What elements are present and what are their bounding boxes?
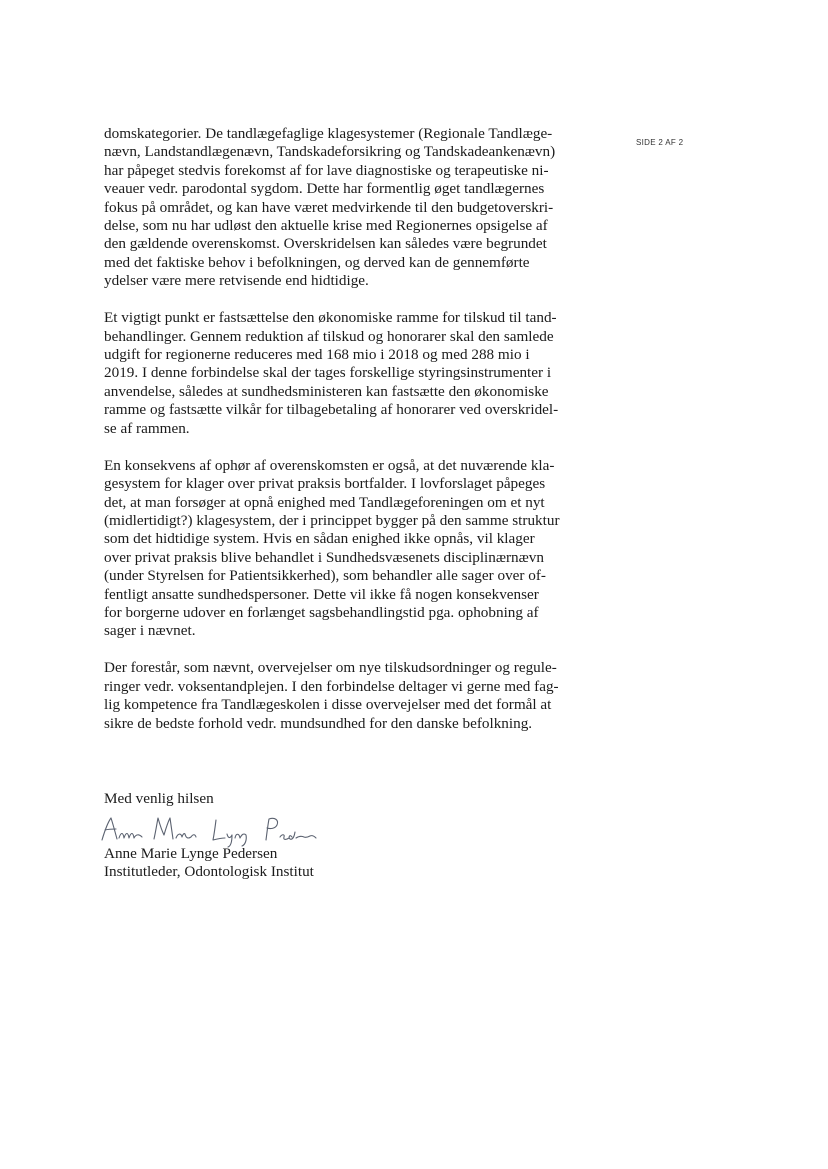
- text-line: 2019. I denne forbindelse skal der tages forskellige styringsinstrumenter i: [104, 364, 552, 382]
- signature-block: [104, 845, 314, 882]
- handwritten-signature: [96, 808, 326, 848]
- text-line: behandlinger. Gennem reduktion af tilskud og honorarer skal den samlede: [104, 327, 554, 345]
- text-line: har påpeget stedvis forekomst af for lave diagnostiske og terapeutiske ni-: [104, 161, 549, 179]
- closing-greeting: Med venlig hilsen: [104, 790, 214, 807]
- text-line: nævn, Landstandlægenævn, Tandskadeforsikring og Tandskadeankenævn): [104, 143, 556, 161]
- text-line: se af rammen.: [104, 419, 190, 437]
- text-line: lig kompetence fra Tandlægeskolen i disse overvejelser med det formål at: [104, 696, 552, 714]
- paragraph-1: [104, 125, 594, 291]
- page-number-label: SIDE 2 AF 2: [636, 138, 684, 147]
- text-line: ringer vedr. voksentandplejen. I den forbindelse deltager vi gerne med fag-: [104, 677, 559, 695]
- paragraph-3: [104, 457, 594, 641]
- text-line: sikre de bedste forhold vedr. mundsundhed for den danske befolkning.: [104, 714, 533, 732]
- text-line: ydelser være mere retvisende end hidtidige.: [104, 272, 369, 290]
- text-line: Der forestår, som nævnt, overvejelser om nye tilskudsordninger og regule-: [104, 659, 557, 677]
- text-line: Et vigtigt punkt er fastsættelse den økonomiske ramme for tilskud til tand-: [104, 309, 557, 327]
- letter-body: [104, 125, 594, 752]
- signer-name: Anne Marie Lynge Pedersen: [104, 845, 278, 862]
- text-line: gesystem for klager over privat praksis bortfalder. I lovforslaget påpeges: [104, 475, 546, 493]
- text-line: den gældende overenskomst. Overskridelsen kan således være begrundet: [104, 235, 547, 253]
- text-line: fentligt ansatte sundhedspersoner. Dette vil ikke få nogen konsekvenser: [104, 585, 539, 603]
- text-line: domskategorier. De tandlægefaglige klagesystemer (Regionale Tandlæge-: [104, 125, 553, 142]
- text-line: anvendelse, således at sundhedsministeren kan fastsætte den økonomiske: [104, 382, 549, 400]
- text-line: med det faktiske behov i befolkningen, og derved kan de gennemførte: [104, 253, 530, 271]
- text-line: som det hidtidige system. Hvis en sådan enighed ikke opnås, vil klager: [104, 530, 535, 548]
- text-line: veauer vedr. parodontal sygdom. Dette har formentlig øget tandlægernes: [104, 180, 545, 198]
- text-line: delse, som nu har udløst den aktuelle krise med Regionernes opsigelse af: [104, 217, 548, 235]
- text-line: det, at man forsøger at opnå enighed med Tandlægeforeningen om et nyt: [104, 493, 545, 511]
- paragraph-2: [104, 309, 594, 438]
- text-line: over privat praksis blive behandlet i Sundhedsvæsenets disciplinærnævn: [104, 548, 544, 566]
- paragraph-4: [104, 659, 594, 733]
- text-line: udgift for regionerne reduceres med 168 mio i 2018 og med 288 mio i: [104, 346, 530, 364]
- text-line: (midlertidigt?) klagesystem, der i princippet bygger på den samme struktur: [104, 511, 560, 529]
- text-line: for borgerne udover en forlænget sagsbehandlingstid pga. ophobning af: [104, 603, 539, 621]
- text-line: (under Styrelsen for Patientsikkerhed), som behandler alle sager over of-: [104, 567, 546, 585]
- text-line: fokus på området, og kan have været medvirkende til den budgetoverskri-: [104, 198, 554, 216]
- text-line: En konsekvens af ophør af overenskomsten er også, at det nuværende kla-: [104, 456, 555, 474]
- text-line: ramme og fastsætte vilkår for tilbagebetaling af honorarer ved overskridel-: [104, 401, 559, 419]
- text-line: sager i nævnet.: [104, 622, 196, 640]
- signer-title: Institutleder, Odontologisk Institut: [104, 863, 314, 881]
- signature-drawing: [96, 808, 326, 848]
